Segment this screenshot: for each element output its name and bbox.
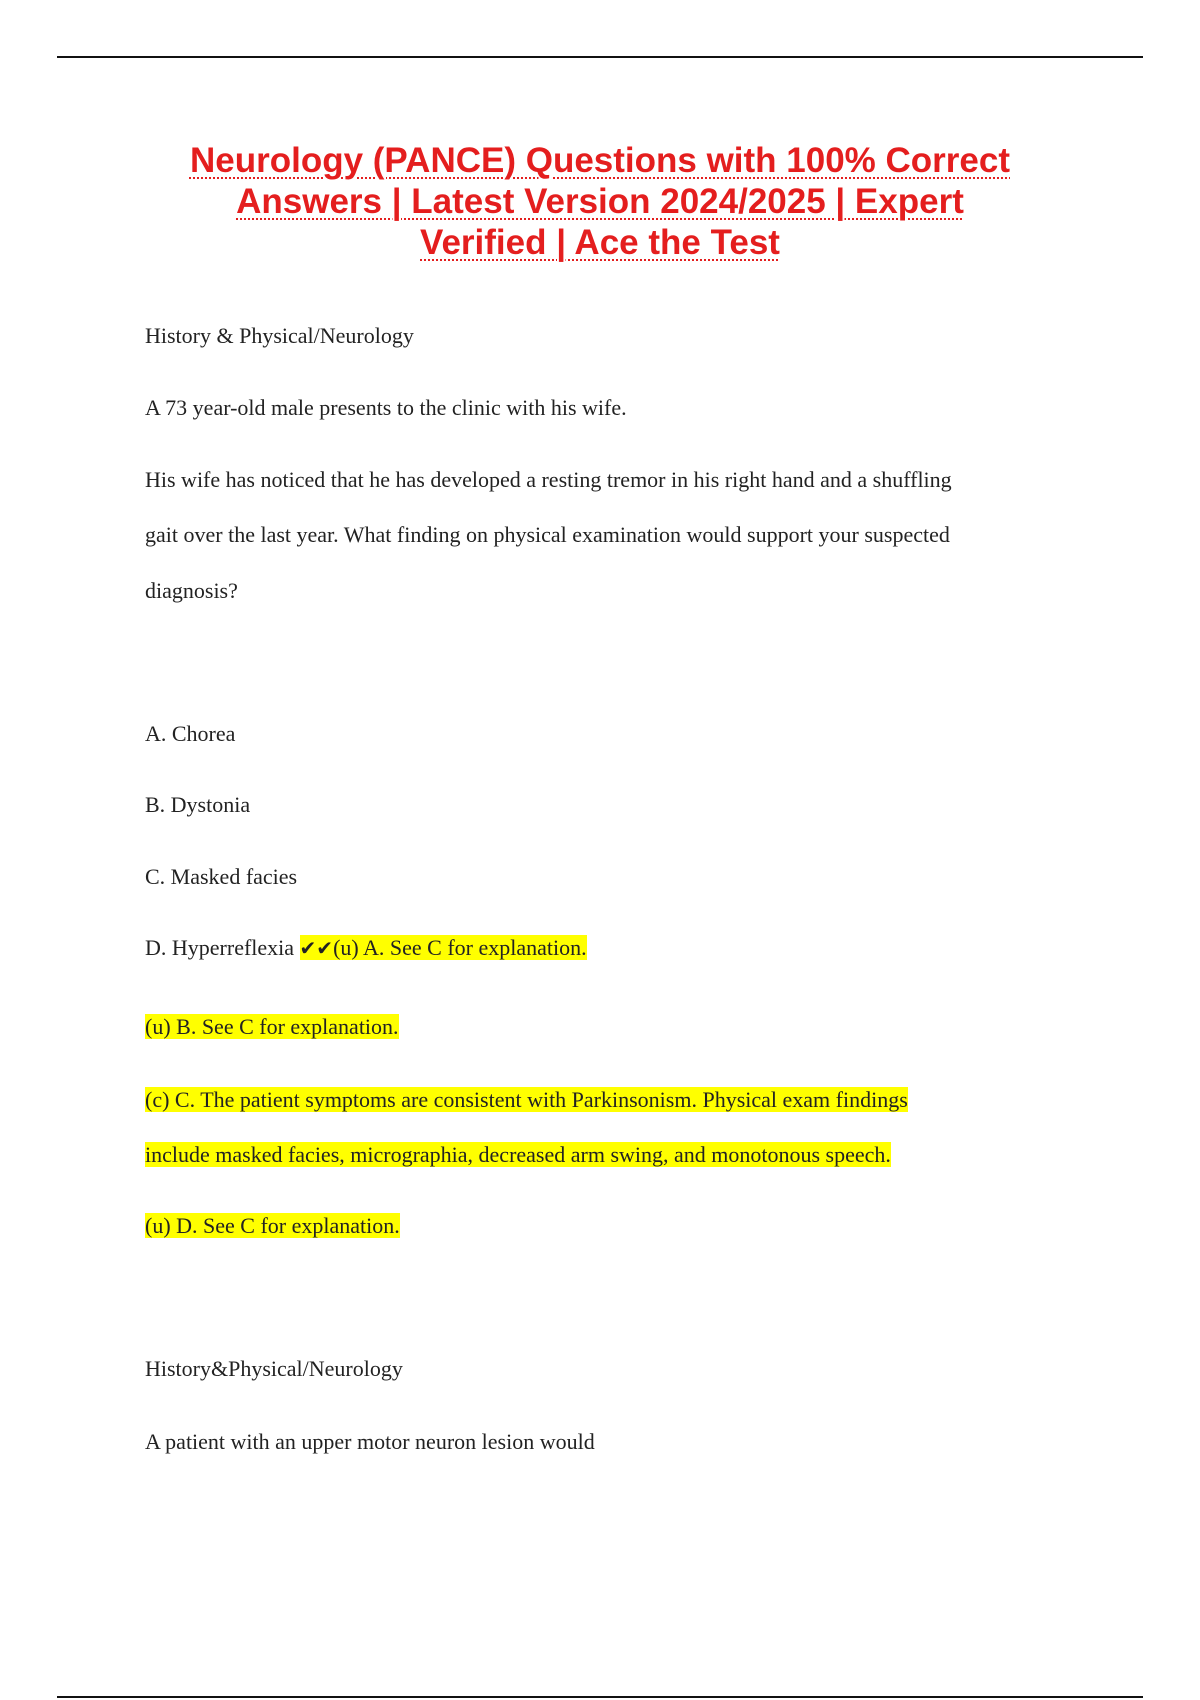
q1-stem-line: diagnosis? — [145, 578, 238, 603]
explanation-c-row — [145, 1086, 908, 1114]
title-line: Neurology (PANCE) Questions with 100% Correct — [189, 141, 1011, 180]
q2-category: History&Physical/Neurology — [145, 1356, 403, 1381]
explanation-c-row — [145, 1141, 891, 1169]
title-line: Answers | Latest Version 2024/2025 | Expert — [236, 182, 964, 221]
title-line: Verified | Ace the Test — [420, 223, 780, 262]
answer-checkmark-icon: ✔✔ — [299, 936, 334, 960]
option-a: A. Chorea — [145, 721, 236, 746]
explanation-c: (c) C. The patient symptoms are consistent with Parkinsonism. Physical exam findings — [145, 1087, 908, 1112]
q2-stem: A patient with an upper motor neuron lesion would — [145, 1429, 595, 1454]
bottom-rule — [57, 1696, 1143, 1698]
option-d: D. Hyperreflexia — [145, 935, 295, 960]
q1-intro: A 73 year-old male presents to the clinic with his wife. — [145, 395, 627, 420]
q1-stem-line: gait over the last year. What finding on physical examination would support your suspected — [145, 522, 950, 547]
document-title — [130, 140, 1070, 263]
q1-category: History & Physical/Neurology — [145, 323, 414, 348]
explanation-b: (u) B. See C for explanation. — [145, 1014, 399, 1039]
option-b: B. Dystonia — [145, 792, 251, 817]
top-rule — [57, 56, 1143, 58]
option-c: C. Masked facies — [145, 864, 298, 889]
explanation-d-row — [145, 1212, 400, 1240]
q1-stem-line: His wife has noticed that he has developed a resting tremor in his right hand and a shuffling — [145, 467, 952, 492]
explanation-b-row — [145, 1013, 399, 1041]
explanation-d: (u) D. See C for explanation. — [145, 1213, 400, 1238]
answer-highlight — [300, 935, 587, 960]
explanation-c: include masked facies, micrographia, decreased arm swing, and monotonous speech. — [145, 1142, 891, 1167]
explanation-a: (u) A. See C for explanation. — [333, 935, 587, 960]
option-d-row — [145, 934, 587, 962]
